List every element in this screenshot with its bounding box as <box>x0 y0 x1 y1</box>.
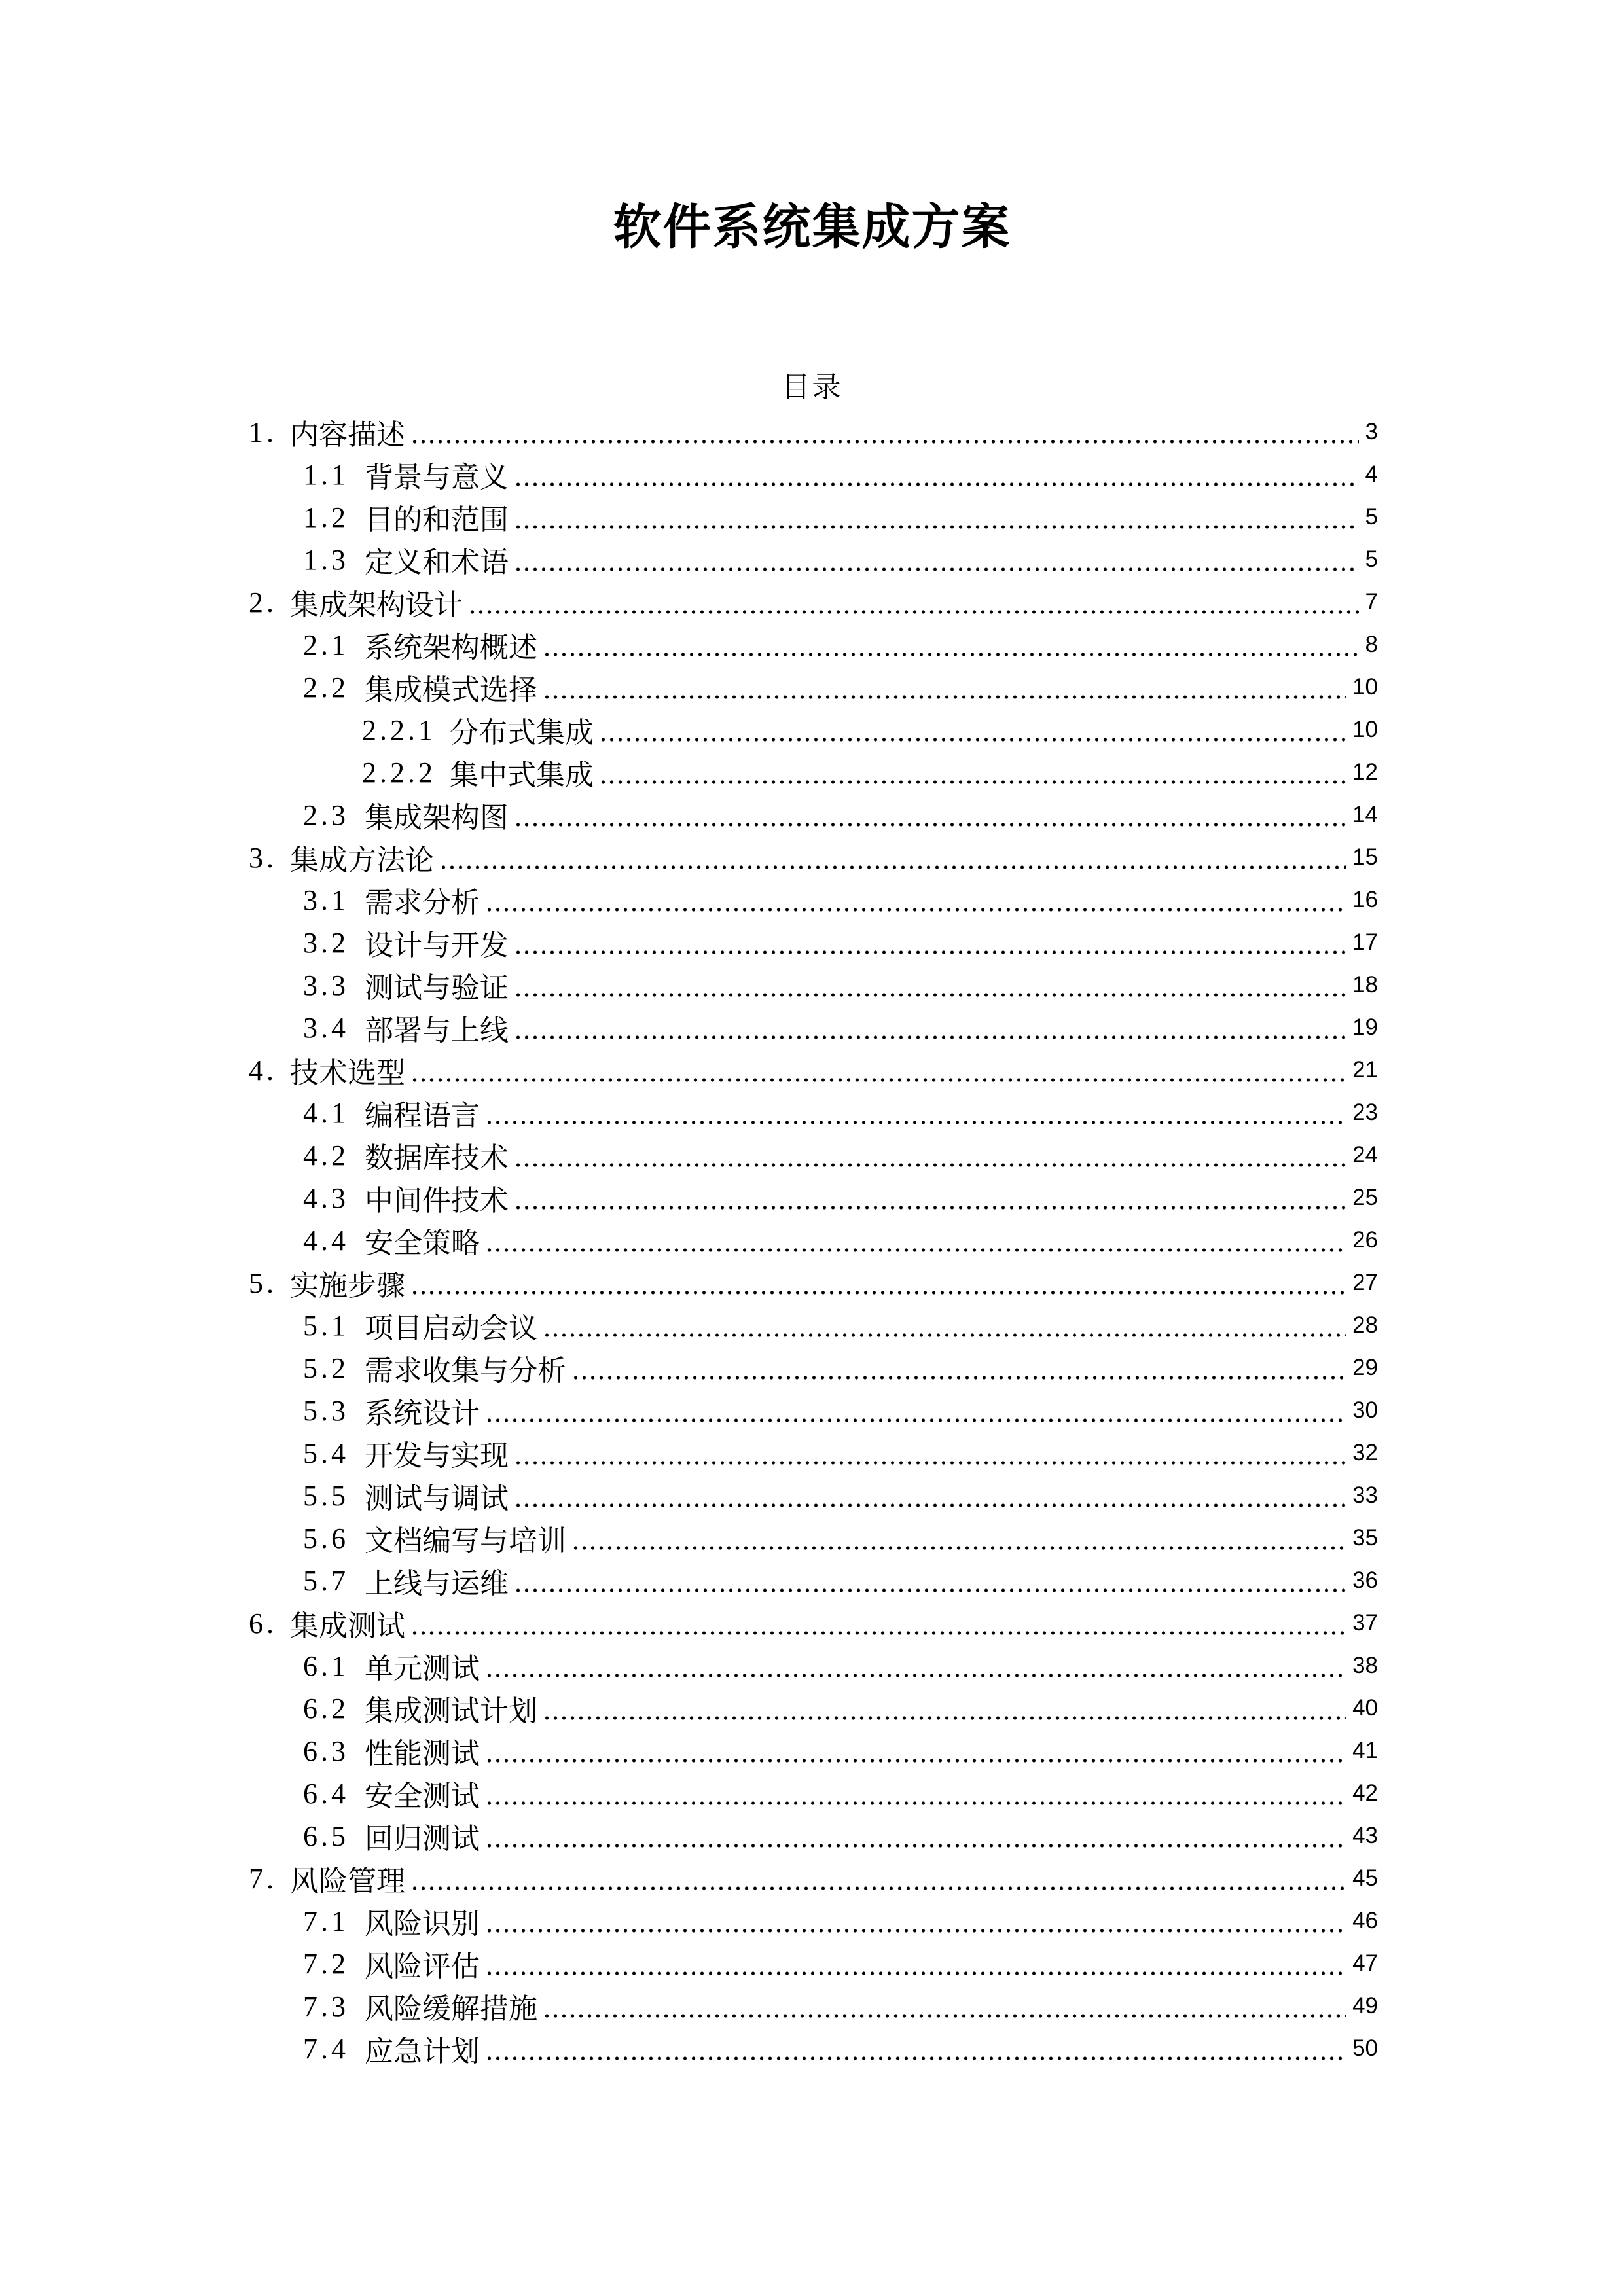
toc-entry-number: 1.2 <box>303 501 349 533</box>
toc-entry-label: 需求分析 <box>365 887 480 920</box>
toc-entry-label: 部署与上线 <box>365 1014 509 1047</box>
toc-entry-page: 42 <box>1352 1780 1378 1806</box>
toc-leader-dots <box>599 738 1346 742</box>
toc-entry-page: 14 <box>1352 802 1378 828</box>
toc-entry-label: 数据库技术 <box>365 1142 509 1175</box>
toc-entry-number: 5.7 <box>303 1564 349 1597</box>
toc-entry[interactable] <box>249 1857 1378 1900</box>
toc-entry-number: 5.1 <box>303 1309 349 1342</box>
toc-entry-number: 4.3 <box>303 1181 349 1214</box>
toc-entry-number: 3.2 <box>303 926 349 959</box>
toc-entry-page: 47 <box>1352 1950 1378 1977</box>
toc-entry-page: 16 <box>1352 887 1378 913</box>
toc-entry[interactable] <box>249 2028 1378 2070</box>
toc-leader-dots <box>410 1291 1346 1295</box>
toc-entry-number: 4.4 <box>303 1224 349 1257</box>
toc-entry-number: 7.1 <box>303 1905 349 1937</box>
toc-entry-number: 3. <box>249 841 277 874</box>
toc-leader-dots <box>514 993 1346 997</box>
toc-entry-page: 26 <box>1352 1227 1378 1253</box>
toc-entry-number: 5.6 <box>303 1522 349 1554</box>
toc-entry-page: 25 <box>1352 1185 1378 1211</box>
toc-entry[interactable] <box>249 454 1378 496</box>
toc-entry[interactable] <box>249 1007 1378 1049</box>
toc-entry[interactable] <box>249 1687 1378 1730</box>
toc-entry[interactable] <box>249 1772 1378 1815</box>
toc-entry-label: 安全测试 <box>365 1780 480 1813</box>
toc-entry[interactable] <box>249 879 1378 922</box>
toc-entry-label: 应急计划 <box>365 2036 480 2068</box>
toc-entry[interactable] <box>249 1943 1378 1985</box>
toc-entry-label: 实施步骤 <box>290 1270 405 1302</box>
toc-leader-dots <box>514 823 1346 827</box>
toc-leader-dots <box>410 1078 1346 1082</box>
toc-leader-dots <box>485 908 1346 912</box>
toc-entry-page: 28 <box>1352 1312 1378 1338</box>
toc-entry-label: 风险评估 <box>365 1950 480 1983</box>
toc-entry-page: 33 <box>1352 1482 1378 1509</box>
toc-entry-label: 编程语言 <box>365 1100 480 1132</box>
toc-entry-number: 4.2 <box>303 1139 349 1172</box>
toc-entry-number: 6.1 <box>303 1649 349 1682</box>
toc-entry[interactable] <box>249 1347 1378 1390</box>
toc-entry-number: 7.4 <box>303 2032 349 2065</box>
toc-leader-dots <box>485 1971 1346 1975</box>
toc-entry-page: 7 <box>1365 589 1378 615</box>
toc-entry-page: 17 <box>1352 929 1378 956</box>
toc-entry-page: 41 <box>1352 1738 1378 1764</box>
toc-leader-dots <box>485 1929 1346 1933</box>
toc-entry-page: 5 <box>1365 504 1378 530</box>
toc-leader-dots <box>514 950 1346 954</box>
toc-entry-label: 集成架构图 <box>365 802 509 834</box>
toc-entry-label: 技术选型 <box>290 1057 405 1090</box>
toc-entry[interactable] <box>249 1900 1378 1943</box>
toc-entry[interactable] <box>249 666 1378 709</box>
toc-leader-dots <box>571 1546 1346 1550</box>
toc-entry-label: 中间件技术 <box>365 1185 509 1217</box>
toc-leader-dots <box>571 1376 1346 1380</box>
toc-entry-page: 30 <box>1352 1397 1378 1424</box>
toc-entry-label: 集成架构设计 <box>290 589 463 622</box>
toc-entry-label: 测试与调试 <box>365 1482 509 1515</box>
toc-entry[interactable] <box>249 539 1378 581</box>
toc-entry-page: 21 <box>1352 1057 1378 1083</box>
toc-entry-page: 8 <box>1365 632 1378 658</box>
toc-entry-page: 12 <box>1352 759 1378 785</box>
toc-leader-dots <box>468 610 1359 614</box>
toc-entry-page: 27 <box>1352 1270 1378 1296</box>
toc-leader-dots <box>543 653 1359 656</box>
toc-entry-number: 1.1 <box>303 458 349 491</box>
toc-entry-label: 风险识别 <box>365 1908 480 1941</box>
toc-entry-page: 5 <box>1365 547 1378 573</box>
toc-entry[interactable] <box>249 1432 1378 1475</box>
toc-entry-page: 23 <box>1352 1100 1378 1126</box>
toc-entry-number: 5.5 <box>303 1479 349 1512</box>
toc-entry-number: 4. <box>249 1054 277 1086</box>
toc-entry-label: 设计与开发 <box>365 929 509 962</box>
toc-entry-page: 35 <box>1352 1525 1378 1551</box>
toc-entry-number: 5.4 <box>303 1437 349 1469</box>
toc-entry-number: 2.2.1 <box>362 713 436 746</box>
toc-entry-label: 系统架构概述 <box>365 632 537 664</box>
toc-heading: 目录 <box>781 371 843 404</box>
toc-entry[interactable] <box>249 1602 1378 1645</box>
toc-entry[interactable] <box>249 964 1378 1007</box>
toc-leader-dots <box>514 482 1359 486</box>
toc-leader-dots <box>543 695 1346 699</box>
toc-entry-number: 2. <box>249 586 277 619</box>
toc-entry[interactable] <box>249 1985 1378 2028</box>
toc-leader-dots <box>485 1759 1346 1763</box>
toc-entry-page: 45 <box>1352 1865 1378 1892</box>
toc-entry-label: 集成测试计划 <box>365 1695 537 1728</box>
toc-leader-dots <box>514 1503 1346 1507</box>
toc-entry-label: 项目启动会议 <box>365 1312 537 1345</box>
toc-entry-label: 开发与实现 <box>365 1440 509 1473</box>
toc-entry-number: 2.2.2 <box>362 756 436 789</box>
toc-entry-page: 40 <box>1352 1695 1378 1721</box>
toc-entry-label: 集成模式选择 <box>365 674 537 707</box>
toc-entry-page: 46 <box>1352 1908 1378 1934</box>
toc-entry-page: 15 <box>1352 844 1378 870</box>
toc-leader-dots <box>599 780 1346 784</box>
toc-entry[interactable] <box>249 836 1378 879</box>
toc-leader-dots <box>543 1716 1346 1720</box>
toc-entry-page: 50 <box>1352 2036 1378 2062</box>
toc-entry[interactable] <box>249 794 1378 836</box>
toc-entry[interactable] <box>249 1475 1378 1517</box>
toc-entry-page: 49 <box>1352 1993 1378 2019</box>
toc-leader-dots <box>485 1674 1346 1677</box>
toc-leader-dots <box>439 865 1346 869</box>
toc-entry-number: 6.5 <box>303 1820 349 1852</box>
toc-leader-dots <box>485 2056 1346 2060</box>
toc-entry-label: 需求收集与分析 <box>365 1355 566 1388</box>
toc-leader-dots <box>485 1121 1346 1124</box>
toc-entry[interactable] <box>249 1262 1378 1304</box>
toc-leader-dots <box>543 2014 1346 2018</box>
toc-entry-label: 性能测试 <box>365 1738 480 1770</box>
toc-entry-page: 36 <box>1352 1568 1378 1594</box>
toc-entry-page: 10 <box>1352 674 1378 700</box>
toc-entry-number: 5. <box>249 1266 277 1299</box>
toc-entry[interactable] <box>249 411 1378 454</box>
toc-entry-label: 内容描述 <box>290 419 405 452</box>
toc-entry[interactable] <box>249 922 1378 964</box>
toc-entry-number: 5.3 <box>303 1394 349 1427</box>
toc-leader-dots <box>410 440 1359 444</box>
toc-entry[interactable] <box>249 1134 1378 1177</box>
toc-entry-page: 4 <box>1365 461 1378 488</box>
toc-entry-number: 6.2 <box>303 1692 349 1725</box>
toc-entry-label: 目的和范围 <box>365 504 509 537</box>
toc-entry-page: 37 <box>1352 1610 1378 1636</box>
toc-entry[interactable] <box>249 1219 1378 1262</box>
toc-entry[interactable] <box>249 1390 1378 1432</box>
toc-entry-number: 3.1 <box>303 884 349 916</box>
toc-entry-label: 风险缓解措施 <box>365 1993 537 2026</box>
toc-entry[interactable] <box>249 709 1378 751</box>
toc-entry[interactable] <box>249 1645 1378 1687</box>
toc-entry-label: 集成测试 <box>290 1610 405 1643</box>
toc-entry[interactable] <box>249 1304 1378 1347</box>
toc-entry-number: 7.2 <box>303 1947 349 1980</box>
toc-leader-dots <box>410 1631 1346 1635</box>
toc-entry-number: 2.2 <box>303 671 349 704</box>
toc-entry-page: 32 <box>1352 1440 1378 1466</box>
toc-leader-dots <box>514 1163 1346 1167</box>
toc-entry-number: 3.3 <box>303 969 349 1001</box>
toc-leader-dots <box>485 1418 1346 1422</box>
toc-leader-dots <box>514 525 1359 529</box>
toc-entry-label: 安全策略 <box>365 1227 480 1260</box>
toc-entry[interactable] <box>249 1560 1378 1602</box>
toc-entry-page: 10 <box>1352 717 1378 743</box>
toc-entry[interactable] <box>249 1049 1378 1092</box>
toc-entry-label: 单元测试 <box>365 1653 480 1685</box>
toc-entry[interactable] <box>249 751 1378 794</box>
toc-entry-label: 上线与运维 <box>365 1568 509 1600</box>
toc-leader-dots <box>485 1844 1346 1848</box>
toc-entry-label: 集中式集成 <box>450 759 594 792</box>
toc-entry-number: 4.1 <box>303 1096 349 1129</box>
toc-entry-label: 文档编写与培训 <box>365 1525 566 1558</box>
toc-leader-dots <box>514 1461 1346 1465</box>
page-title: 软件系统集成方案 <box>613 201 1011 255</box>
toc-entry-page: 19 <box>1352 1014 1378 1041</box>
toc-entry-number: 5.2 <box>303 1352 349 1384</box>
table-of-contents <box>249 411 1378 2070</box>
toc-entry-number: 2.3 <box>303 798 349 831</box>
toc-entry-page: 24 <box>1352 1142 1378 1168</box>
toc-entry-label: 测试与验证 <box>365 972 509 1005</box>
toc-entry[interactable] <box>249 1517 1378 1560</box>
toc-entry-number: 7.3 <box>303 1990 349 2022</box>
toc-entry-number: 1. <box>249 416 277 448</box>
toc-leader-dots <box>514 1206 1346 1210</box>
toc-entry-number: 3.4 <box>303 1011 349 1044</box>
toc-entry-label: 背景与意义 <box>365 461 509 494</box>
toc-leader-dots <box>485 1801 1346 1805</box>
toc-entry-page: 3 <box>1365 419 1378 445</box>
toc-entry-page: 18 <box>1352 972 1378 998</box>
toc-leader-dots <box>514 1035 1346 1039</box>
toc-entry-page: 29 <box>1352 1355 1378 1381</box>
toc-entry[interactable] <box>249 496 1378 539</box>
toc-entry-number: 1.3 <box>303 543 349 576</box>
toc-entry-number: 7. <box>249 1862 277 1895</box>
toc-entry-page: 38 <box>1352 1653 1378 1679</box>
toc-entry[interactable] <box>249 1177 1378 1219</box>
toc-entry-label: 系统设计 <box>365 1397 480 1430</box>
toc-leader-dots <box>543 1333 1346 1337</box>
toc-leader-dots <box>485 1248 1346 1252</box>
toc-entry-label: 定义和术语 <box>365 547 509 579</box>
toc-entry[interactable] <box>249 1815 1378 1857</box>
toc-entry-page: 43 <box>1352 1823 1378 1849</box>
toc-entry-label: 风险管理 <box>290 1865 405 1898</box>
toc-entry-number: 6.4 <box>303 1777 349 1810</box>
toc-leader-dots <box>410 1886 1346 1890</box>
toc-entry-label: 回归测试 <box>365 1823 480 1856</box>
toc-entry[interactable] <box>249 1730 1378 1772</box>
toc-entry[interactable] <box>249 581 1378 624</box>
toc-entry-label: 分布式集成 <box>450 717 594 749</box>
toc-entry-label: 集成方法论 <box>290 844 434 877</box>
toc-entry-number: 6. <box>249 1607 277 1640</box>
toc-entry[interactable] <box>249 1092 1378 1134</box>
toc-entry-number: 2.1 <box>303 628 349 661</box>
toc-entry[interactable] <box>249 624 1378 666</box>
toc-entry-number: 6.3 <box>303 1734 349 1767</box>
toc-leader-dots <box>514 567 1359 571</box>
toc-leader-dots <box>514 1588 1346 1592</box>
